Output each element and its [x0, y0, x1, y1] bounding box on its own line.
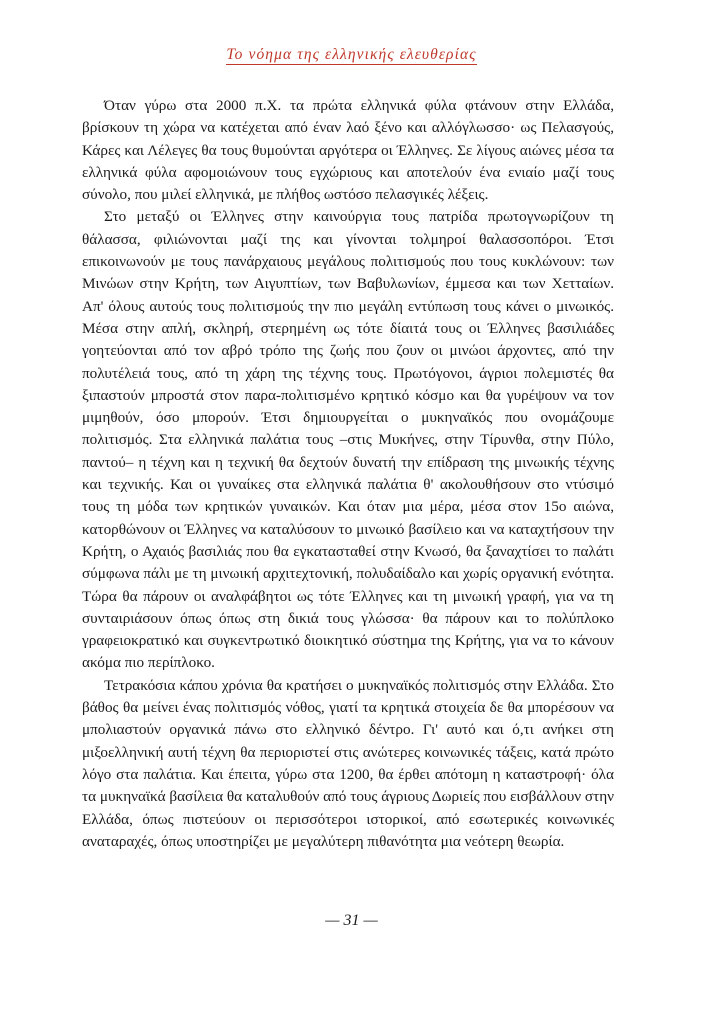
running-header-title: Το νόημα της ελληνικής ελευθερίας	[226, 46, 477, 63]
paragraph: Στο μεταξύ οι Έλληνες στην καινούργια τους πατρίδα πρωτογνωρίζουν τη θάλασσα, φιλιώνονται μαζί της και γίνονται τολμηροί θαλασσοπόροι. Έτσι επικοινωνούν με τους πανάρχαιους μεγάλους πολιτισμούς που τους κυκλώνουν: των Μινώων στην Κρήτη, των Αιγυπτίων, των Βαβυλωνίων, έμμεσα και των Χετταίων. Απ' όλους αυτούς τους πολιτισμούς την πιο μεγάλη εντύπωση τους κάνει ο μινωικός. Μέσα στην απλή, σκληρή, στερημένη ως τότε δίαιτά τους οι Έλληνες βασιλιάδες γοητεύονται από τον αβρό τρόπο της ζωής που ζουν οι μινώοι άρχοντες, από την πολυτέλειά τους, από τη χάρη της τέχνης τους. Πρωτόγονοι, άγριοι πολεμιστές θα ξιπαστούν μπροστά στον παρα-πολιτισμένο κρητικό κόσμο και θα γυρέψουν να τον μιμηθούν, όσο μπορούν. Έτσι δημιουργείται ο μυκηναϊκός που ονομάζουμε πολιτισμός. Στα ελληνικά παλάτια τους –στις Μυκήνες, στην Τίρυνθα, στην Πύλο, παντού– η τέχνη και η τεχνική θα δεχτούν δυνατή την επίδραση της μινωικής τέχνης και τεχνικής. Και οι γυναίκες στα ελληνικά παλάτια θ' ακολουθήσουν στο ντύσιμό τους τη μόδα των κρητικών γυναικών. Και όταν μια μέρα, μέσα στον 15ο αιώνα, κατορθώνουν οι Έλληνες να καταλύσουν το μινωικό βασίλειο και να καταχτήσουν την Κρήτη, ο Αχαιός βασιλιάς που θα εγκατασταθεί στην Κνωσό, θα ξαναχτίσει το παλάτι σύμφωνα πάλι με τη μινωική αρχιτεχτονική, πολυδαίδαλο και χωρίς οργανική ενότητα. Τώρα θα πάρουν οι αναλφάβητοι ως τότε Έλληνες και τη μινωική γραφή, για να τη συνταιριάσουν όπως όπως στη δικιά τους γλώσσα· θα πάρουν και το πολύπλοκο γραφειοκρατικό και συγκεντρωτικό διοικητικό σύστημα της Κρήτης, για να το κάνουν ακόμα πιο περίπλοκο.	[82, 208, 614, 672]
paragraph: Όταν γύρω στα 2000 π.Χ. τα πρώτα ελληνικά φύλα φτάνουν στην Ελλάδα, βρίσκουν τη χώρα να κατέχεται από έναν λαό ξένο και αλλόγλωσσο· ως Πελασγούς, Κάρες και Λέλεγες θα τους θυμούνται αργότερα οι Έλληνες. Σε λίγους αιώνες μέσα τα ελληνικά φύλα αφομοιώνουν τους εγχώριους και αποτελούν ένα ενιαίο μαζί τους σύνολο, που μιλεί ελληνικά, με πλήθος ωστόσο πελασγικές λέξεις.	[82, 97, 614, 204]
paragraph: Τετρακόσια κάπου χρόνια θα κρατήσει ο μυκηναϊκός πολιτισμός στην Ελλάδα. Στο βάθος θα μείνει ένας πολιτισμός νόθος, γιατί τα κρητικά στοιχεία δε θα μπορέσουν να μπολιαστούν οργανικά πάνω στο ελληνικό δέντρο. Γι' αυτό και ό,τι ανήκει στη μιξοελληνική αυτή τέχνη θα περιοριστεί στις ανώτερες κοινωνικές τάξεις, κατά πρώτο λόγο στα παλάτια. Και έπειτα, γύρω στα 1200, θα έρθει απότομη η καταστροφή· όλα τα μυκηναϊκά βασίλεια θα καταλυθούν από τους άγριους Δωριείς που εισβάλλουν στην Ελλάδα, όπως πιστεύουν οι περισσότεροι ιστορικοί, από εσωτερικές κοινωνικές αναταραχές, όπως υποστηρίζει με μεγαλύτερη πιθανότητα μια νεότερη θεωρία.	[82, 676, 614, 850]
body-text	[82, 95, 614, 853]
running-header	[0, 46, 703, 64]
page-number: — 31 —	[325, 912, 378, 929]
